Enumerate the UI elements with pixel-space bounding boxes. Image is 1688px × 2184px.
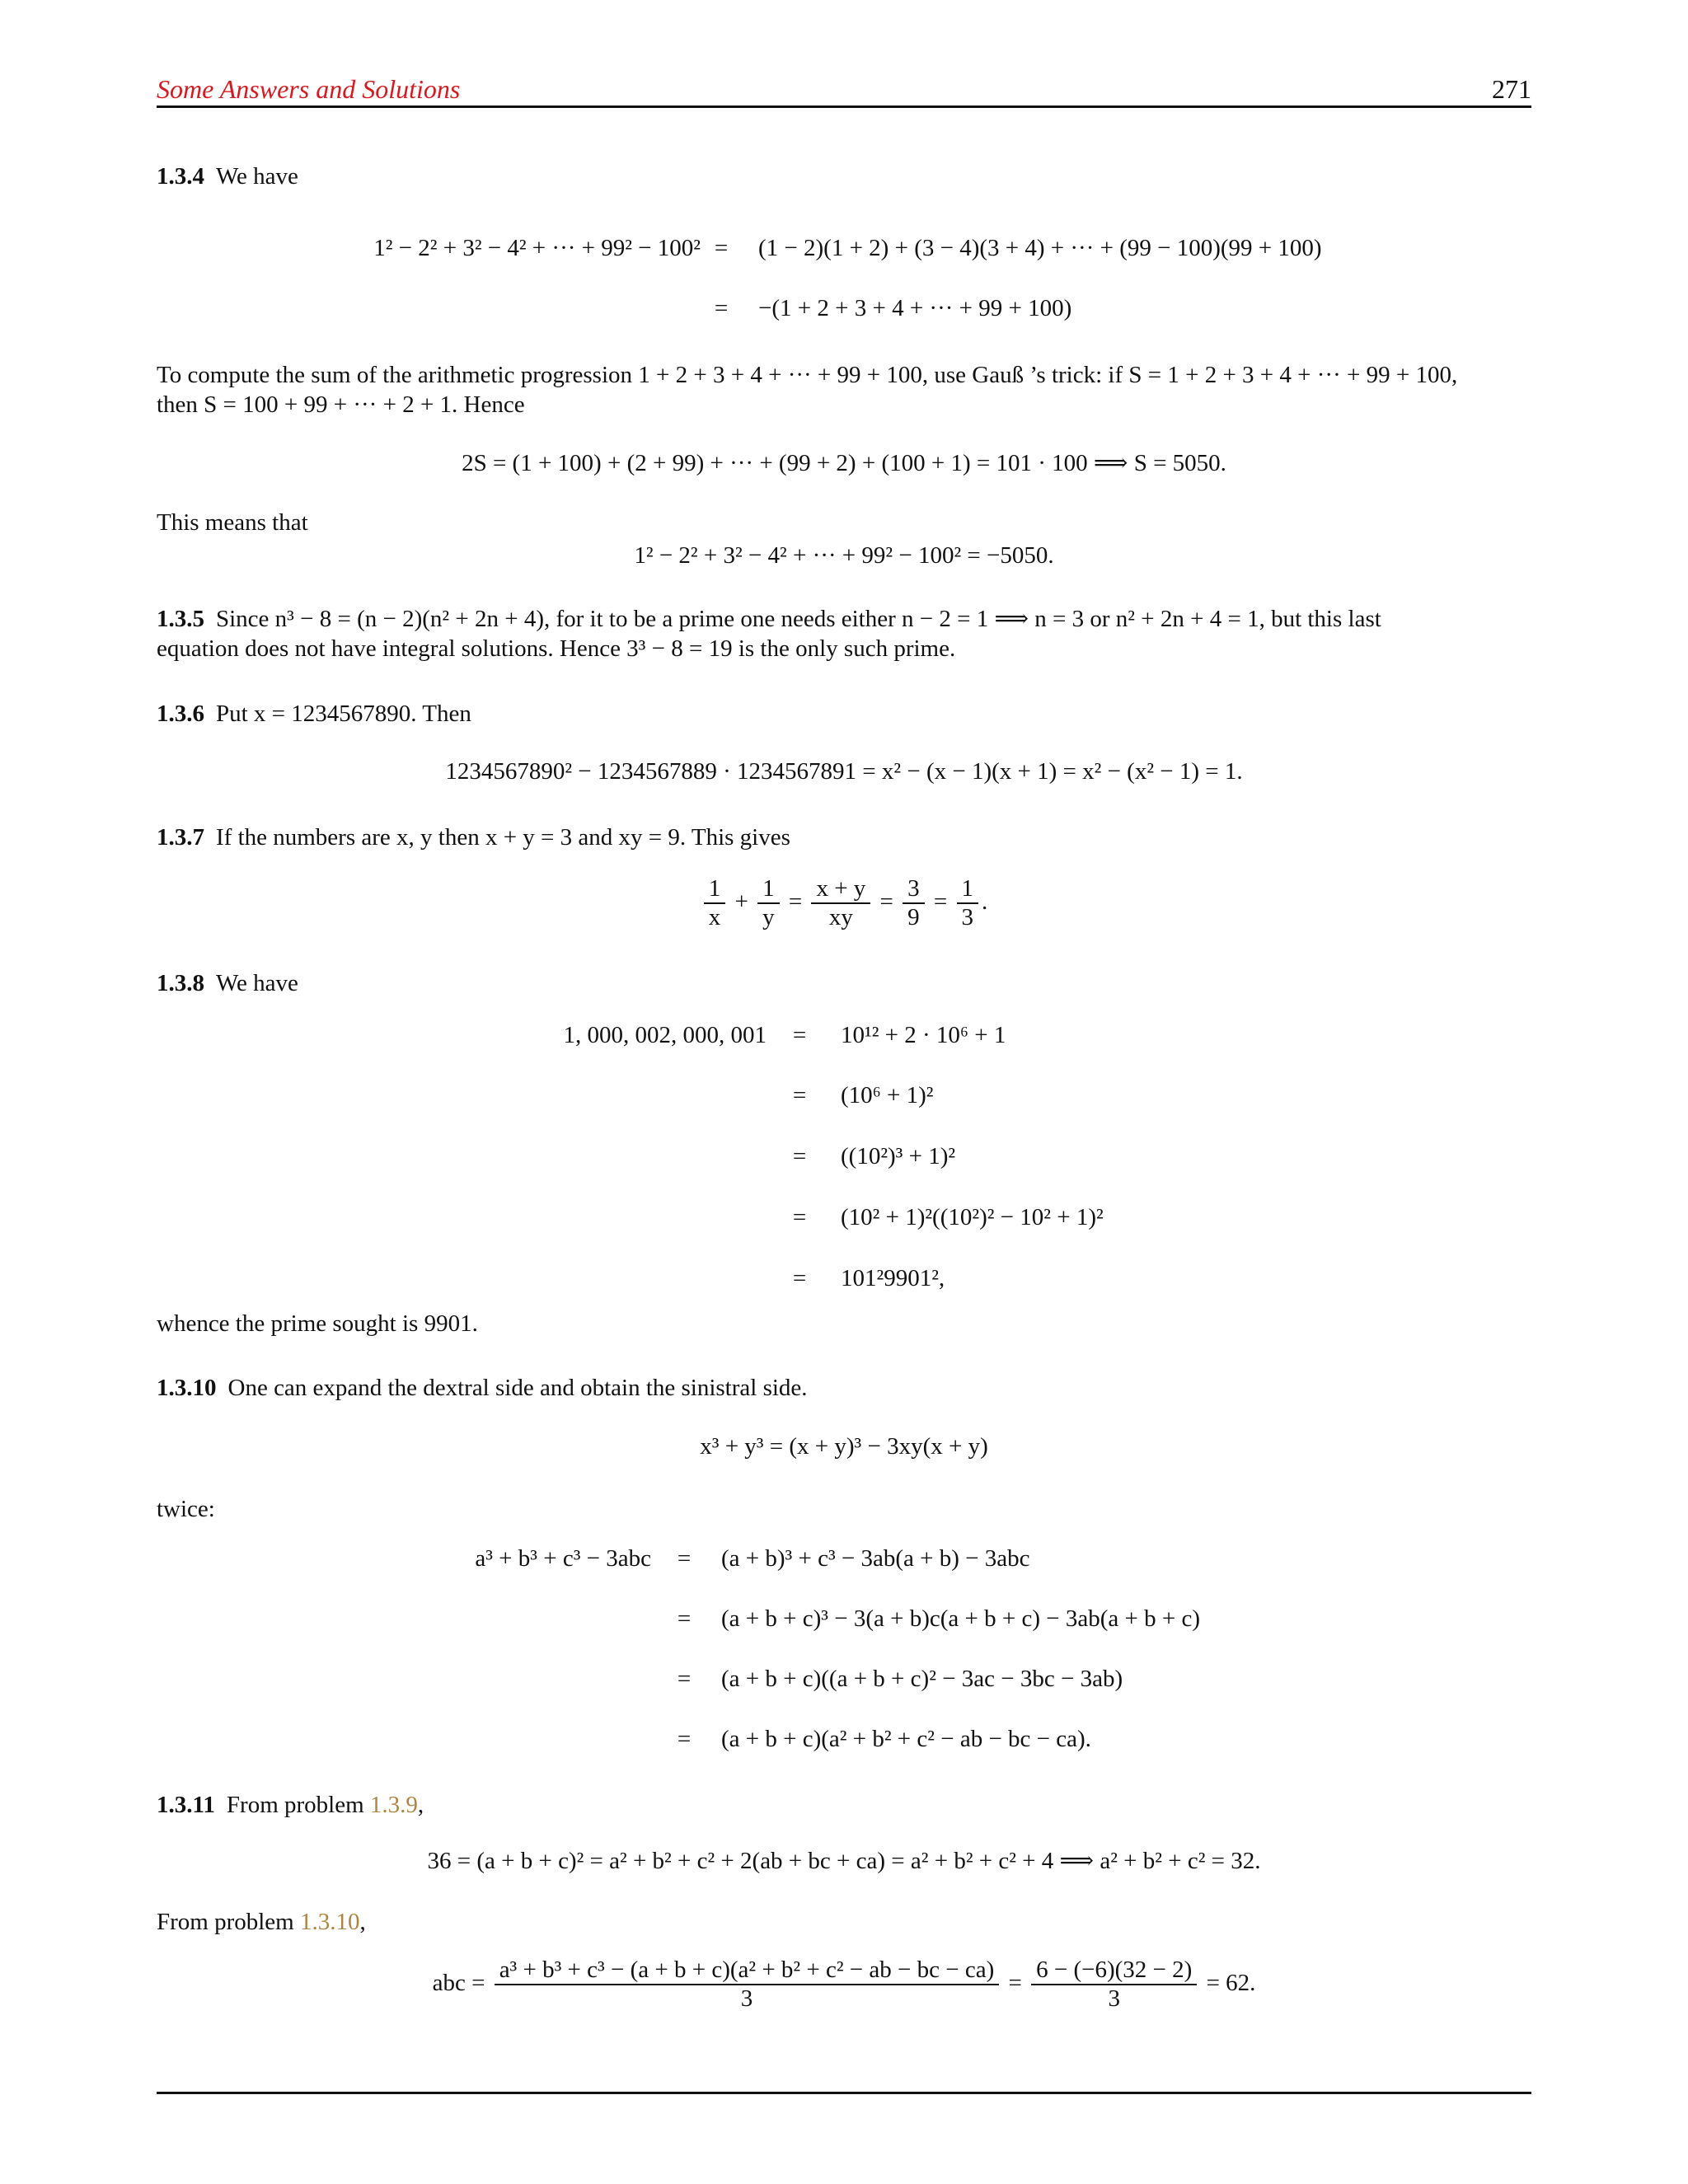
equation-square-of-sum: 36 = (a + b + c)² = a² + b² + c² + 2(ab + bc + ca) = a² + b² + c² + 4 ⟹ a² + b² + c² = 32. [427, 1848, 1261, 1874]
eq-equals: = [677, 1605, 692, 1632]
numerator: 1 [957, 875, 979, 904]
solution-text: From problem [226, 1792, 364, 1818]
paragraph-text: This means that [157, 509, 308, 536]
eq-equals: = [792, 1022, 807, 1048]
operator: + [734, 888, 748, 915]
solution-1-3-5 [157, 604, 1531, 664]
numerator: a³ + b³ + c³ − (a + b + c)(a² + b² + c² − ab − bc − ca) [495, 1957, 1000, 1985]
numerator: 1 [757, 875, 780, 904]
eq-rhs: (10⁶ + 1)² [841, 1082, 934, 1108]
solution-text: Put x = 1234567890. Then [216, 701, 471, 727]
solution-text: We have [216, 970, 298, 996]
eq-equals: = [792, 1082, 807, 1108]
denominator: y [762, 904, 775, 931]
eq-rhs: 10¹² + 2 · 10⁶ + 1 [841, 1022, 1006, 1048]
denominator: x [708, 904, 721, 931]
equation-1-3-7 [157, 875, 1531, 932]
header-rule [157, 105, 1531, 108]
solution-number: 1.3.5 [157, 606, 204, 632]
eq-row-2-equals: = [714, 295, 729, 321]
numerator: 1 [704, 875, 726, 904]
eq-equals: = [677, 1666, 692, 1692]
solution-1-3-4-intro [157, 162, 1531, 191]
solution-text: If the numbers are x, y then x + y = 3 and xy = 9. This gives [216, 824, 790, 851]
eq-rhs: (10² + 1)²((10²)² − 10² + 1)² [841, 1204, 1104, 1230]
solution-number: 1.3.4 [157, 163, 204, 190]
fraction [704, 875, 726, 932]
eq-equals: = [792, 1204, 807, 1230]
eq-row-1-rhs: (1 − 2)(1 + 2) + (3 − 4)(3 + 4) + ··· + (99 − 100)(99 + 100) [758, 235, 1322, 261]
eq-rhs: (a + b)³ + c³ − 3ab(a + b) − 3abc [721, 1545, 1030, 1572]
eq-rhs: 101²9901², [841, 1265, 945, 1291]
solution-1-3-11-intro [157, 1790, 1531, 1820]
punctuation: , [417, 1792, 424, 1818]
eq-rhs: (a + b + c)((a + b + c)² − 3ac − 3bc − 3ab) [721, 1666, 1123, 1692]
solution-number: 1.3.6 [157, 701, 204, 727]
eq-lhs: 1, 000, 002, 000, 001 [563, 1022, 767, 1048]
fraction [903, 875, 925, 932]
eq-rhs: ((10²)³ + 1)² [841, 1143, 956, 1169]
paragraph-text: twice: [157, 1496, 215, 1522]
equation-sum-of-cubes: x³ + y³ = (x + y)³ − 3xy(x + y) [700, 1433, 988, 1460]
solution-number: 1.3.7 [157, 824, 204, 851]
equation-abc [157, 1957, 1531, 2013]
page-number: 271 [1492, 74, 1531, 104]
paragraph-text: whence the prime sought is 9901. [157, 1310, 478, 1337]
solution-1-3-7-intro [157, 823, 1531, 852]
solution-text: One can expand the dextral side and obtain the sinistral side. [227, 1375, 808, 1401]
paragraph-text: S = 1 + 2 + 3 + 4 + ··· + 99 + 100, [1128, 362, 1458, 388]
operator: = [933, 888, 948, 915]
fraction [811, 875, 870, 932]
operator: = [1008, 1970, 1022, 1996]
solution-number: 1.3.11 [157, 1792, 215, 1818]
numerator: 6 − (−6)(32 − 2) [1031, 1957, 1197, 1985]
fraction [495, 1957, 1000, 2013]
eq-equals: = [677, 1545, 692, 1572]
paragraph-text: From problem [157, 1909, 294, 1935]
denominator: 3 [740, 1985, 753, 2013]
denominator: 3 [961, 904, 974, 931]
fraction [1031, 1957, 1197, 2013]
numerator: x + y [811, 875, 870, 904]
solution-number: 1.3.8 [157, 970, 204, 996]
solution-1-3-6-intro [157, 699, 1531, 729]
operator: = [879, 888, 893, 915]
eq-row-2-rhs: −(1 + 2 + 3 + 4 + ··· + 99 + 100) [758, 295, 1072, 321]
solution-text: Since n³ − 8 = (n − 2)(n² + 2n + 4), for it to be a prime one needs either n − 2 = 1 ⟹ n = 3 or n² + 2n + 4 = 1, but this last [216, 606, 1381, 632]
solution-text: We have [216, 163, 298, 190]
solution-1-3-8-intro [157, 968, 1531, 998]
paragraph-gauss [157, 360, 1531, 420]
denominator: xy [828, 904, 853, 931]
eq-rhs: (a + b + c)³ − 3(a + b)c(a + b + c) − 3ab(a + b + c) [721, 1605, 1200, 1632]
eq-row-1-lhs: 1² − 2² + 3² − 4² + ··· + 99² − 100² [373, 235, 701, 261]
eq-lhs: a³ + b³ + c³ − 3abc [475, 1545, 651, 1572]
paragraph-from-problem [157, 1907, 1531, 1937]
operator: = [788, 888, 803, 915]
link-problem-1-3-10[interactable]: 1.3.10 [300, 1909, 360, 1935]
solution-number: 1.3.10 [157, 1375, 217, 1401]
solution-text: equation does not have integral solutions. Hence 3³ − 8 = 19 is the only such prime. [157, 635, 956, 663]
eq-result: = 62. [1206, 1970, 1256, 1996]
equation-1-3-6: 1234567890² − 1234567889 · 1234567891 = x² − (x − 1)(x + 1) = x² − (x² − 1) = 1. [445, 758, 1243, 785]
paragraph-text: To compute the sum of the arithmetic progression 1 + 2 + 3 + 4 + ··· + 99 + 100, use Gauß ’s trick: if [157, 362, 1123, 388]
eq-equals: = [677, 1726, 692, 1752]
equation-gauss: 2S = (1 + 100) + (2 + 99) + ··· + (99 + 2) + (100 + 1) = 101 · 100 ⟹ S = 5050. [462, 450, 1226, 476]
numerator: 3 [903, 875, 925, 904]
punctuation: , [359, 1909, 366, 1935]
equation-final-sum: 1² − 2² + 3² − 4² + ··· + 99² − 100² = −5050. [634, 542, 1054, 569]
footer-rule [157, 2092, 1531, 2094]
eq-lhs: abc = [432, 1970, 485, 1996]
denominator: 9 [907, 904, 920, 931]
solution-1-3-10-intro [157, 1373, 1531, 1403]
punctuation: . [982, 888, 988, 915]
fraction [957, 875, 979, 932]
eq-row-1-equals: = [714, 235, 729, 261]
eq-equals: = [792, 1143, 807, 1169]
fraction [757, 875, 780, 932]
running-header-title: Some Answers and Solutions [157, 74, 461, 104]
denominator: 3 [1108, 1985, 1120, 2013]
link-problem-1-3-9[interactable]: 1.3.9 [369, 1792, 418, 1818]
eq-rhs: (a + b + c)(a² + b² + c² − ab − bc − ca). [721, 1726, 1091, 1752]
eq-equals: = [792, 1265, 807, 1291]
paragraph-text: then S = 100 + 99 + ··· + 2 + 1. Hence [157, 391, 525, 419]
